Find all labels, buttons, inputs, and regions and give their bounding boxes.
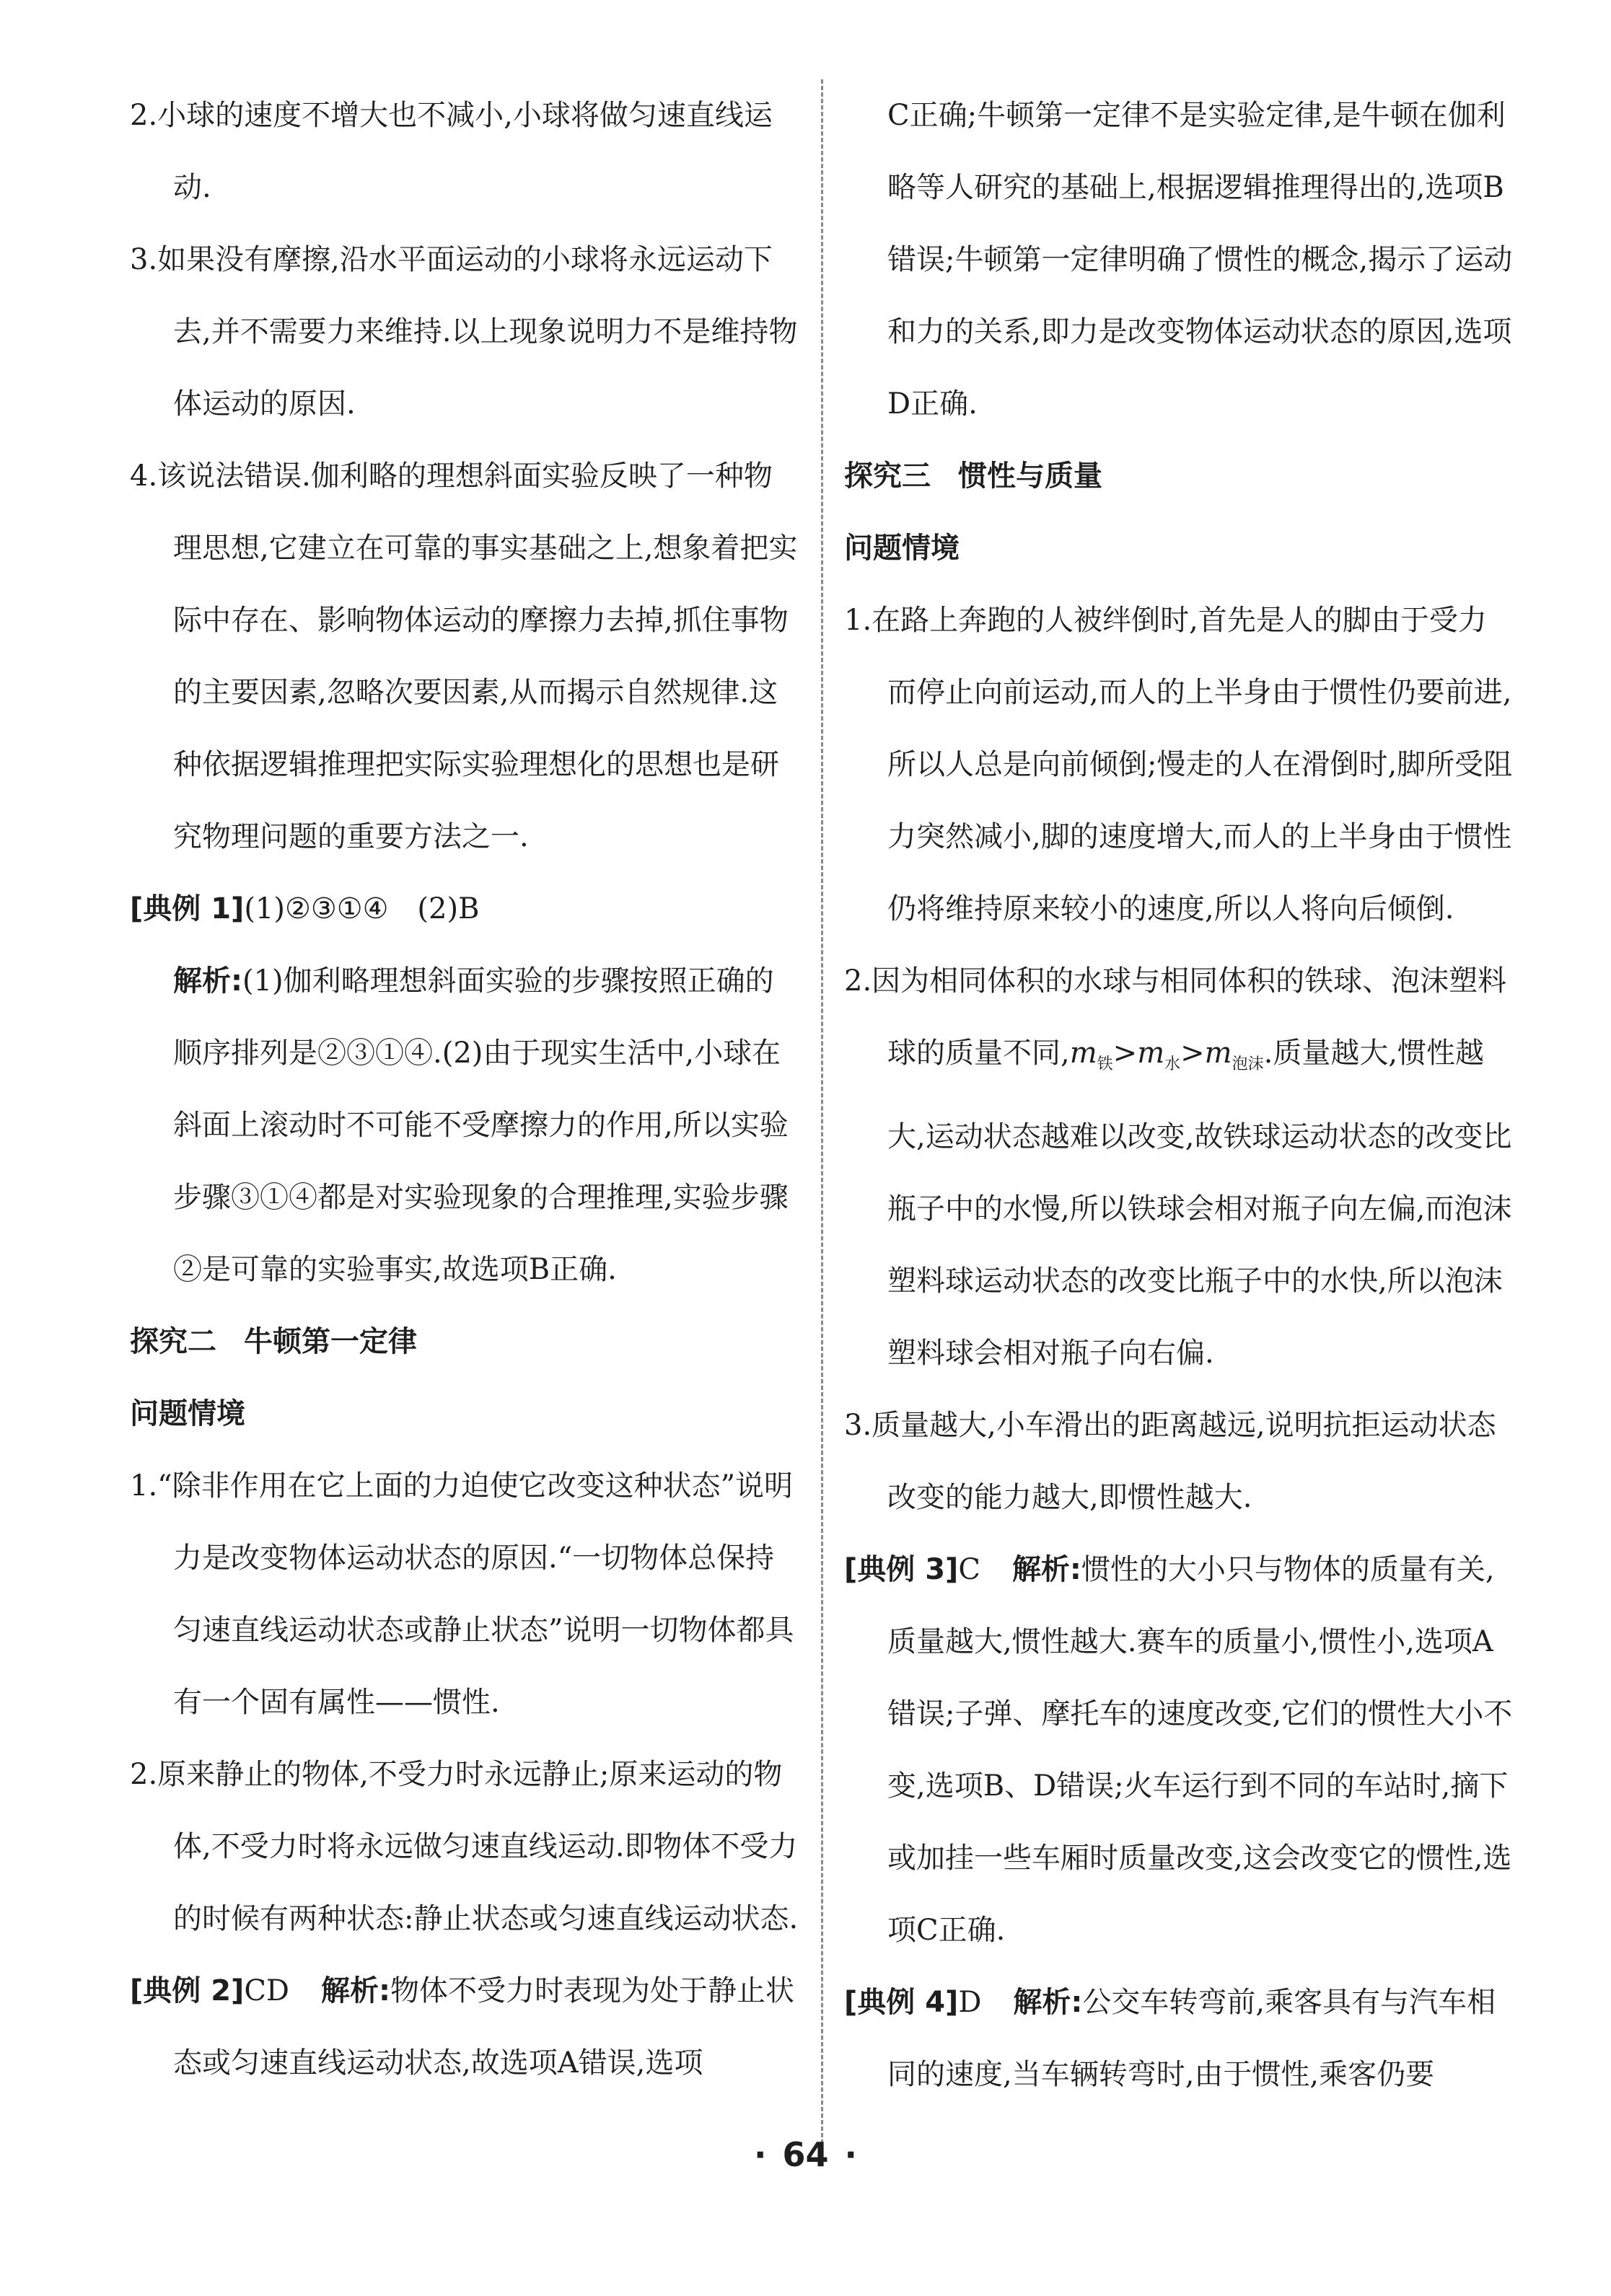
greater-than-sign: >: [1112, 1037, 1138, 1070]
example-1-analysis: [130, 945, 801, 1306]
example-2-continuation: C正确;牛顿第一定律不是实验定律,是牛顿在伽利略等人研究的基础上,根据逻辑推理得出的,选项B错误;牛顿第一定律明确了惯性的概念,揭示了运动和力的关系,即力是改变物体运动状态的原因,选项D正确.: [887, 99, 1513, 421]
section-2-item-2: 2.原来静止的物体,不受力时永远静止;原来运动的物体,不受力时将永远做匀速直线运动.即物体不受力的时候有两种状态:静止状态或匀速直线运动状态.: [130, 1758, 799, 1935]
page-number-value: 64: [782, 2135, 829, 2174]
left-column: [130, 79, 801, 2099]
mass-symbol: m: [1137, 1037, 1165, 1070]
subscript-iron: 铁: [1097, 1055, 1113, 1073]
page-number: [0, 2135, 1611, 2174]
section-2-title: 牛顿第一定律: [244, 1325, 417, 1358]
example-4-answer-text: D: [958, 1986, 982, 2019]
section-heading-3: [844, 440, 1515, 512]
section-3-item-1: 1.在路上奔跑的人被绊倒时,首先是人的脚由于受力而停止向前运动,而人的上半身由于惯性仍要前进,所以人总是向前倾倒;慢走的人在滑倒时,脚所受阻力突然减小,脚的速度增大,而人的上半身由于惯性仍将维持原来较小的速度,所以人将向后倾倒.: [844, 604, 1513, 925]
section-2-subheading: 问题情境: [130, 1397, 245, 1430]
section-2-item-1: 1.“除非作用在它上面的力迫使它改变这种状态”说明力是改变物体运动状态的原因.“一切物体总保持匀速直线运动状态或静止状态”说明一切物体都具有一个固有属性——惯性.: [130, 1469, 794, 1719]
subscript-water: 水: [1164, 1055, 1181, 1073]
answer-item-2: 2.小球的速度不增大也不减小,小球将做匀速直线运动.: [130, 99, 773, 204]
section-3-subheading: 问题情境: [844, 532, 960, 565]
mass-symbol: m: [1069, 1037, 1097, 1070]
page-number-dot-left: ·: [754, 2135, 767, 2174]
section-3-item-2-text-b: .质量越大,惯性越大,运动状态越难以改变,故铁球运动状态的改变比瓶子中的水慢,所以铁球会相对瓶子向左偏,而泡沫塑料球运动状态的改变比瓶子中的水快,所以泡沫塑料球会相对瓶子向右偏.: [887, 1037, 1512, 1370]
section-3-item-2-text-a: 2.因为相同体积的水球与相同体积的铁球、泡沫塑料球的质量不同,: [844, 964, 1507, 1070]
column-divider: [821, 79, 823, 2157]
example-3-analysis-text: 惯性的大小只与物体的质量有关,质量越大,惯性越大.赛车的质量小,惯性小,选项A错误;子弹、摩托车的速度改变,它们的惯性大小不变,选项B、D错误;火车运行到不同的车站时,摘下或加挂一些车厢时质量改变,这会改变它的惯性,选项C正确.: [887, 1553, 1513, 1947]
example-1-tag: [典例 1]: [130, 892, 245, 925]
example-3-analysis-label: 解析:: [1011, 1553, 1081, 1586]
example-3-answer-text: C: [958, 1553, 980, 1586]
section-3-item-2: [844, 945, 1515, 1389]
example-2-analysis-text: 物体不受力时表现为处于静止状态或匀速直线运动状态,故选项A错误,选项: [173, 1974, 795, 2080]
example-3-tag: [典例 3]: [844, 1553, 959, 1586]
subscript-foam: 泡沫: [1232, 1055, 1264, 1073]
example-4-analysis-text: 公交车转弯前,乘客具有与汽车相同的速度,当车辆转弯时,由于惯性,乘客仍要: [887, 1986, 1496, 2091]
example-1-answer: [130, 873, 801, 945]
example-3: [844, 1534, 1515, 1966]
example-2: [130, 1955, 801, 2099]
greater-than-sign: >: [1180, 1037, 1205, 1070]
example-1-analysis-label: 解析:: [173, 964, 242, 998]
mass-symbol: m: [1204, 1037, 1232, 1070]
example-4: [844, 1966, 1515, 2111]
section-2-number: 探究二: [130, 1325, 216, 1358]
right-column: [844, 79, 1515, 2111]
section-heading-2: [130, 1306, 801, 1378]
section-3-title: 惯性与质量: [958, 459, 1102, 493]
answer-item-4: 4.该说法错误.伽利略的理想斜面实验反映了一种物理思想,它建立在可靠的事实基础之上,想象着把实际中存在、影响物体运动的摩擦力去掉,抓住事物的主要因素,忽略次要因素,从而揭示自然规律.这种依据逻辑推理把实际实验理想化的思想也是研究物理问题的重要方法之一.: [130, 459, 798, 853]
example-2-tag: [典例 2]: [130, 1974, 245, 2007]
example-2-answer-text: CD: [244, 1974, 290, 2007]
page-number-dot-right: ·: [844, 2135, 857, 2174]
example-2-analysis-label: 解析:: [321, 1974, 391, 2007]
example-4-analysis-label: 解析:: [1013, 1986, 1083, 2019]
answer-item-3: 3.如果没有摩擦,沿水平面运动的小球将永远运动下去,并不需要力来维持.以上现象说明力不是维持物体运动的原因.: [130, 243, 798, 421]
example-1-answer-text: (1)②③①④ (2)B: [244, 892, 480, 925]
section-3-item-3: 3.质量越大,小车滑出的距离越远,说明抗拒运动状态改变的能力越大,即惯性越大.: [844, 1409, 1496, 1514]
example-4-tag: [典例 4]: [844, 1986, 959, 2019]
example-1-analysis-text: (1)伽利略理想斜面实验的步骤按照正确的顺序排列是②③①④.(2)由于现实生活中,小球在斜面上滚动时不可能不受摩擦力的作用,所以实验步骤③①④都是对实验现象的合理推理,实验步骤②是可靠的实验事实,故选项B正确.: [173, 964, 789, 1286]
section-3-number: 探究三: [844, 459, 931, 493]
